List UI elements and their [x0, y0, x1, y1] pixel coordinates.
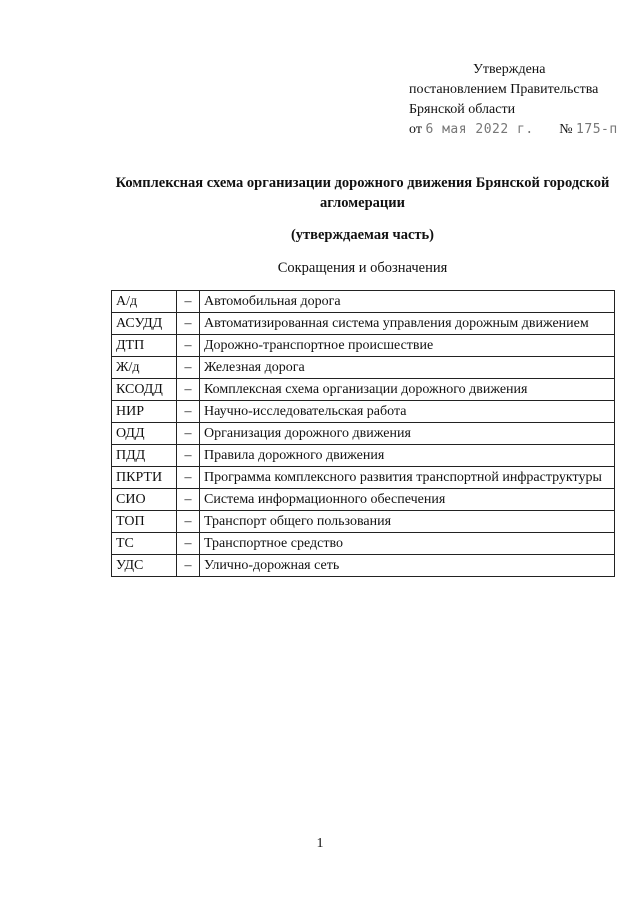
approval-date-line: [409, 120, 618, 140]
abbreviation-dash: –: [177, 511, 200, 533]
abbreviation-dash: –: [177, 335, 200, 357]
table-row: [112, 423, 615, 445]
table-row: [112, 489, 615, 511]
approval-line-2: Брянской области: [409, 102, 516, 117]
abbreviation-description: Правила дорожного движения: [200, 445, 615, 467]
abbreviation-term: А/д: [112, 291, 177, 313]
document-subtitle: (утверждаемая часть): [290, 227, 435, 243]
abbreviation-description: Улично-дорожная сеть: [200, 555, 615, 577]
abbreviation-description: Дорожно-транспортное происшествие: [200, 335, 615, 357]
abbreviation-description: Программа комплексного развития транспортной инфраструктуры: [200, 467, 615, 489]
table-row: [112, 401, 615, 423]
abbreviation-term: СИО: [112, 489, 177, 511]
abbreviation-term: УДС: [112, 555, 177, 577]
abbreviation-term: ТС: [112, 533, 177, 555]
approval-heading: Утверждена: [473, 62, 546, 77]
abbreviation-dash: –: [177, 379, 200, 401]
approval-number-label: №: [559, 122, 573, 137]
table-row: [112, 445, 615, 467]
abbreviation-term: НИР: [112, 401, 177, 423]
page-number: 1: [316, 836, 324, 851]
abbreviation-description: Транспорт общего пользования: [200, 511, 615, 533]
abbreviation-description: Автоматизированная система управления дорожным движением: [200, 313, 615, 335]
table-row: [112, 511, 615, 533]
abbreviation-dash: –: [177, 291, 200, 313]
table-row: [112, 555, 615, 577]
table-row: [112, 357, 615, 379]
abbreviation-term: ПКРТИ: [112, 467, 177, 489]
abbreviation-description: Автомобильная дорога: [200, 291, 615, 313]
abbreviation-dash: –: [177, 313, 200, 335]
abbreviation-term: АСУДД: [112, 313, 177, 335]
abbreviation-dash: –: [177, 357, 200, 379]
abbreviation-description: Железная дорога: [200, 357, 615, 379]
table-row: [112, 467, 615, 489]
abbreviation-description: Система информационного обеспечения: [200, 489, 615, 511]
abbreviation-dash: –: [177, 533, 200, 555]
abbreviation-dash: –: [177, 489, 200, 511]
table-caption: Сокращения и обозначения: [277, 260, 448, 276]
abbreviation-term: КСОДД: [112, 379, 177, 401]
abbreviation-term: ОДД: [112, 423, 177, 445]
abbreviation-term: ПДД: [112, 445, 177, 467]
abbreviation-description: Транспортное средство: [200, 533, 615, 555]
abbreviation-description: Научно-исследовательская работа: [200, 401, 615, 423]
abbreviation-dash: –: [177, 401, 200, 423]
abbreviation-dash: –: [177, 445, 200, 467]
abbreviation-term: Ж/д: [112, 357, 177, 379]
abbreviations-table: [111, 290, 615, 577]
approval-number-value: 175-п: [576, 122, 618, 137]
abbreviation-description: Комплексная схема организации дорожного движения: [200, 379, 615, 401]
table-row: [112, 379, 615, 401]
abbreviation-description: Организация дорожного движения: [200, 423, 615, 445]
abbreviation-dash: –: [177, 555, 200, 577]
abbreviation-term: ТОП: [112, 511, 177, 533]
table-row: [112, 335, 615, 357]
document-title: Комплексная схема организации дорожного движения Брянской городской агломерации: [115, 175, 610, 211]
table-row: [112, 533, 615, 555]
approval-date-value: 6 мая 2022 г.: [425, 122, 534, 137]
approval-date-prefix: от: [409, 122, 422, 137]
table-row: [112, 291, 615, 313]
abbreviation-dash: –: [177, 423, 200, 445]
approval-line-1: постановлением Правительства: [409, 82, 599, 97]
abbreviation-term: ДТП: [112, 335, 177, 357]
abbreviations-table-body: [112, 291, 615, 577]
approval-stamp: [409, 60, 618, 140]
table-row: [112, 313, 615, 335]
abbreviation-dash: –: [177, 467, 200, 489]
